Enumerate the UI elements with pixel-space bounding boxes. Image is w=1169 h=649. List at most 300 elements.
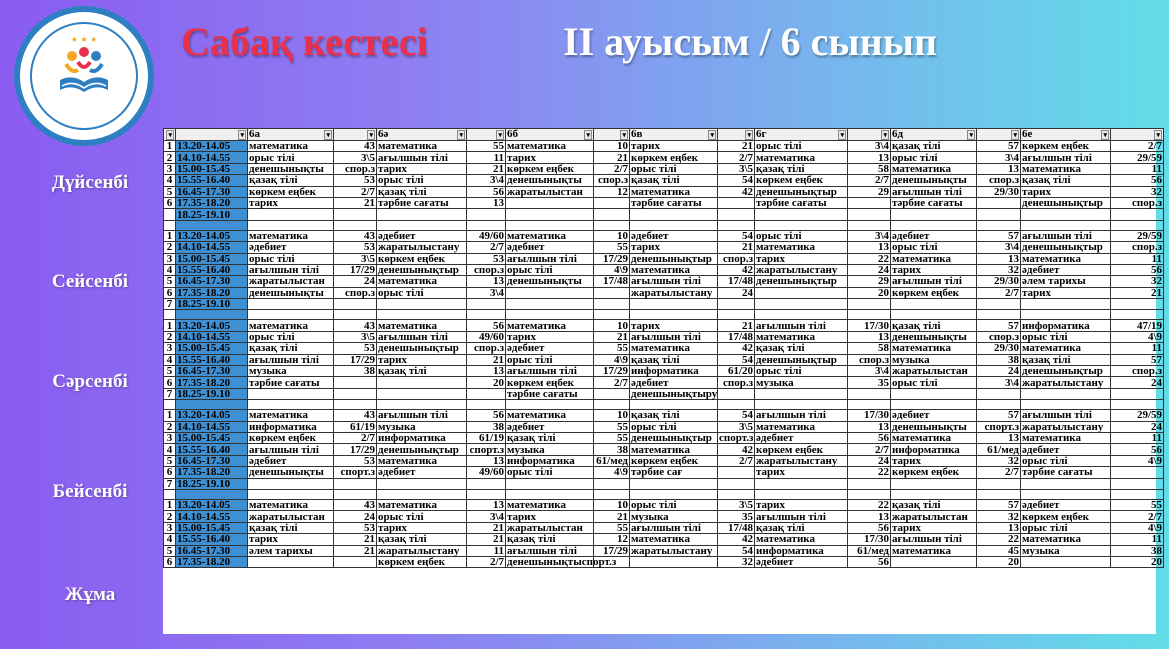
subject-cell[interactable]: орыс тілі [630, 163, 718, 174]
subject-cell[interactable]: математика [755, 331, 848, 342]
room-cell[interactable]: 21 [467, 522, 506, 533]
subject-cell[interactable]: тарих [630, 141, 718, 152]
room-cell[interactable] [467, 489, 506, 499]
room-cell[interactable]: 24 [848, 455, 891, 466]
subject-cell[interactable]: денешынықтыр [377, 264, 467, 275]
subject-cell[interactable] [377, 220, 467, 230]
room-cell[interactable] [594, 310, 630, 320]
room-cell[interactable]: 56 [467, 186, 506, 197]
subject-cell[interactable]: тәрбие сағ [630, 467, 718, 478]
room-cell[interactable]: 54 [718, 354, 755, 365]
room-cell[interactable] [334, 310, 377, 320]
time-cell[interactable]: 15.55-16.40 [176, 444, 248, 455]
subject-cell[interactable]: орыс тілі [248, 253, 334, 264]
subject-cell[interactable]: музыка [248, 366, 334, 377]
time-cell[interactable]: 17.35-18.20 [176, 377, 248, 388]
room-cell[interactable]: 32 [977, 264, 1021, 275]
room-cell[interactable]: 3\5 [334, 152, 377, 163]
subject-cell[interactable]: қазақ тілі [377, 186, 467, 197]
room-cell[interactable] [334, 220, 377, 230]
subject-cell[interactable]: тарих [506, 152, 594, 163]
room-cell[interactable]: 21 [718, 242, 755, 253]
room-cell[interactable]: 3\4 [848, 366, 891, 377]
room-cell[interactable]: 47/19 [1111, 320, 1164, 331]
subject-cell[interactable]: қазақ тілі [1021, 175, 1111, 186]
room-cell[interactable]: 55 [594, 421, 630, 432]
subject-cell[interactable]: ағылшын тілі [248, 444, 334, 455]
room-cell[interactable]: 24 [1111, 377, 1164, 388]
filter-dropdown-icon[interactable]: ▾ [586, 131, 590, 139]
room-cell[interactable]: 55 [594, 343, 630, 354]
subject-cell[interactable]: қазақ тілі [630, 175, 718, 186]
subject-cell[interactable]: тарих [630, 242, 718, 253]
room-cell[interactable]: 20 [1111, 556, 1164, 567]
subject-cell[interactable] [630, 310, 718, 320]
time-cell[interactable]: 16.45-17.30 [176, 455, 248, 466]
room-cell[interactable]: спор.з [467, 264, 506, 275]
lesson-number-cell[interactable]: 3 [164, 163, 176, 174]
time-cell[interactable]: 15.00-15.45 [176, 522, 248, 533]
room-cell[interactable]: 21 [467, 534, 506, 545]
room-cell[interactable] [1111, 299, 1164, 310]
time-cell[interactable]: 17.35-18.20 [176, 467, 248, 478]
subject-cell[interactable]: қазақ тілі [506, 534, 594, 545]
subject-cell[interactable]: информатика [248, 421, 334, 432]
time-cell[interactable]: 15.00-15.45 [176, 163, 248, 174]
subject-cell[interactable] [755, 209, 848, 220]
room-cell[interactable]: 49/60 [467, 331, 506, 342]
lesson-number-cell[interactable]: 2 [164, 331, 176, 342]
subject-cell[interactable]: ағылшын тілі [248, 354, 334, 365]
room-cell[interactable]: спор.з [334, 163, 377, 174]
subject-cell[interactable]: музыка [891, 354, 977, 365]
subject-cell[interactable]: математика [1021, 253, 1111, 264]
room-cell[interactable] [467, 220, 506, 230]
subject-cell[interactable]: математика [630, 264, 718, 275]
subject-cell[interactable]: жаратылыстану [755, 455, 848, 466]
filter-dropdown-icon[interactable]: ▾ [498, 131, 502, 139]
room-cell[interactable] [334, 209, 377, 220]
room-cell[interactable]: 56 [467, 410, 506, 421]
filter-dropdown-icon[interactable]: ▾ [1103, 131, 1107, 139]
room-cell[interactable]: спор.з [977, 331, 1021, 342]
room-cell[interactable]: 13 [848, 152, 891, 163]
subject-cell[interactable]: әдебиет [630, 230, 718, 241]
room-cell[interactable] [977, 310, 1021, 320]
room-cell[interactable]: 17/29 [594, 366, 630, 377]
subject-cell[interactable]: информатика [755, 545, 848, 556]
subject-cell[interactable]: математика [248, 230, 334, 241]
subject-cell[interactable]: жаратылыстану [377, 242, 467, 253]
subject-cell[interactable]: қазақ тілі [891, 320, 977, 331]
subject-cell[interactable]: қазақ тілі [506, 432, 594, 443]
time-cell[interactable]: 13.20-14.05 [176, 320, 248, 331]
subject-cell[interactable]: көркем еңбек [755, 444, 848, 455]
room-cell[interactable]: 57 [977, 499, 1021, 510]
room-cell[interactable] [718, 489, 755, 499]
subject-cell[interactable] [755, 310, 848, 320]
room-cell[interactable]: 42 [718, 186, 755, 197]
subject-cell[interactable] [755, 478, 848, 489]
room-cell[interactable]: 13 [848, 511, 891, 522]
room-cell[interactable]: 3\4 [467, 511, 506, 522]
subject-cell[interactable]: денешынықты [891, 175, 977, 186]
room-cell[interactable] [848, 220, 891, 230]
room-cell[interactable]: 20 [848, 287, 891, 298]
subject-cell[interactable]: ағылшын тілі [755, 320, 848, 331]
subject-cell[interactable]: көркем еңбек [755, 175, 848, 186]
subject-cell[interactable] [506, 209, 594, 220]
time-cell[interactable]: 14.10-14.55 [176, 331, 248, 342]
room-cell[interactable]: 24 [977, 366, 1021, 377]
subject-cell[interactable]: математика [506, 141, 594, 152]
subject-cell[interactable] [1021, 299, 1111, 310]
subject-cell[interactable]: жаратылыстан [248, 511, 334, 522]
subject-cell[interactable]: информатика [377, 432, 467, 443]
time-cell[interactable]: 18.25-19.10 [176, 388, 248, 399]
room-cell[interactable] [1111, 400, 1164, 410]
room-cell[interactable]: 2/7 [977, 287, 1021, 298]
subject-cell[interactable] [1021, 489, 1111, 499]
room-cell[interactable]: 42 [718, 264, 755, 275]
room-cell[interactable]: 32 [977, 511, 1021, 522]
subject-cell[interactable]: әдебиет [891, 410, 977, 421]
subject-cell[interactable]: математика [1021, 534, 1111, 545]
time-cell[interactable]: 13.20-14.05 [176, 410, 248, 421]
room-cell[interactable]: 54 [718, 410, 755, 421]
subject-cell[interactable] [377, 400, 467, 410]
subject-cell[interactable]: ағылшын тілі [377, 331, 467, 342]
room-cell[interactable]: 17/30 [848, 410, 891, 421]
room-cell[interactable]: 4\9 [594, 467, 630, 478]
room-cell[interactable]: 57 [977, 320, 1021, 331]
subject-cell[interactable]: математика [506, 320, 594, 331]
subject-cell[interactable]: денешынықтыр [377, 444, 467, 455]
room-cell[interactable] [718, 220, 755, 230]
subject-cell[interactable]: денешынықтыр [1021, 242, 1111, 253]
filter-dropdown-icon[interactable]: ▾ [969, 131, 973, 139]
column-header[interactable] [718, 129, 755, 141]
room-cell[interactable]: 22 [848, 253, 891, 264]
subject-cell[interactable]: математика [755, 242, 848, 253]
room-cell[interactable]: 11 [1111, 534, 1164, 545]
room-cell[interactable] [848, 489, 891, 499]
subject-cell[interactable]: әдебиет [377, 467, 467, 478]
room-cell[interactable] [848, 209, 891, 220]
room-cell[interactable] [718, 478, 755, 489]
room-cell[interactable] [594, 287, 630, 298]
subject-cell[interactable]: денешынықтыр [1021, 197, 1111, 208]
subject-cell[interactable]: әлем тарихы [1021, 276, 1111, 287]
time-cell[interactable]: 14.10-14.55 [176, 421, 248, 432]
subject-cell[interactable]: математика [248, 320, 334, 331]
lesson-number-cell[interactable] [164, 400, 176, 410]
room-cell[interactable]: 12 [594, 534, 630, 545]
room-cell[interactable]: 22 [848, 499, 891, 510]
subject-cell[interactable]: тарих [755, 467, 848, 478]
room-cell[interactable]: 43 [334, 141, 377, 152]
subject-cell[interactable]: денешынықты [506, 175, 594, 186]
room-cell[interactable] [334, 400, 377, 410]
subject-cell[interactable]: қазақ тілі [248, 522, 334, 533]
subject-cell[interactable] [506, 478, 594, 489]
room-cell[interactable] [977, 209, 1021, 220]
room-cell[interactable]: 10 [594, 410, 630, 421]
subject-cell[interactable]: қазақ тілі [1021, 354, 1111, 365]
subject-cell[interactable]: математика [630, 444, 718, 455]
room-cell[interactable]: 11 [467, 152, 506, 163]
room-cell[interactable] [718, 467, 755, 478]
room-cell[interactable]: 29 [848, 186, 891, 197]
subject-cell[interactable] [755, 220, 848, 230]
room-cell[interactable]: 24 [718, 287, 755, 298]
subject-cell[interactable]: тарих [506, 331, 594, 342]
room-cell[interactable]: 21 [594, 331, 630, 342]
room-cell[interactable]: спор.з [467, 343, 506, 354]
time-cell[interactable]: 16.45-17.30 [176, 276, 248, 287]
subject-cell[interactable] [248, 220, 334, 230]
subject-cell[interactable]: әдебиет [377, 230, 467, 241]
room-cell[interactable]: 35 [718, 511, 755, 522]
subject-cell[interactable] [630, 299, 718, 310]
room-cell[interactable]: спор.з [977, 175, 1021, 186]
column-header[interactable] [506, 129, 594, 141]
subject-cell[interactable]: жаратылыстану [1021, 421, 1111, 432]
room-cell[interactable]: 17/48 [718, 522, 755, 533]
room-cell[interactable]: 38 [594, 444, 630, 455]
lesson-number-cell[interactable]: 4 [164, 175, 176, 186]
lesson-number-cell[interactable]: 1 [164, 410, 176, 421]
lesson-number-cell[interactable]: 6 [164, 467, 176, 478]
subject-cell[interactable]: ағылшын тілі [377, 410, 467, 421]
lesson-number-cell[interactable] [164, 310, 176, 320]
lesson-number-cell[interactable] [164, 489, 176, 499]
subject-cell[interactable]: әдебиет [506, 421, 594, 432]
room-cell[interactable]: 21 [594, 511, 630, 522]
subject-cell[interactable]: орыс тілі [755, 230, 848, 241]
filter-dropdown-icon[interactable]: ▾ [240, 131, 244, 139]
room-cell[interactable]: 10 [594, 320, 630, 331]
filter-dropdown-icon[interactable]: ▾ [622, 131, 626, 139]
room-cell[interactable] [334, 377, 377, 388]
subject-cell[interactable] [506, 489, 594, 499]
room-cell[interactable] [977, 400, 1021, 410]
room-cell[interactable]: 35 [848, 377, 891, 388]
room-cell[interactable]: 11 [467, 545, 506, 556]
subject-cell[interactable]: тарих [891, 522, 977, 533]
room-cell[interactable]: спор.з [1111, 242, 1164, 253]
room-cell[interactable]: 58 [848, 163, 891, 174]
column-header[interactable] [377, 129, 467, 141]
time-cell[interactable] [176, 400, 248, 410]
room-cell[interactable] [718, 197, 755, 208]
subject-cell[interactable]: денешынықтыру [631, 388, 718, 400]
time-cell[interactable]: 17.35-18.20 [176, 287, 248, 298]
subject-cell[interactable]: математика [506, 230, 594, 241]
column-header[interactable] [848, 129, 891, 141]
room-cell[interactable]: 38 [977, 354, 1021, 365]
subject-cell[interactable]: тарих [377, 163, 467, 174]
subject-cell[interactable]: тарих [248, 197, 334, 208]
subject-cell[interactable]: тәрбие сағаты [506, 388, 594, 399]
room-cell[interactable]: 55 [594, 522, 630, 533]
room-cell[interactable]: 2/7 [1111, 141, 1164, 152]
subject-cell[interactable]: денешынықты [248, 287, 334, 298]
room-cell[interactable]: 29/59 [1111, 230, 1164, 241]
room-cell[interactable]: 24 [1111, 421, 1164, 432]
room-cell[interactable]: 29/30 [977, 186, 1021, 197]
subject-cell[interactable]: көркем еңбек [891, 287, 977, 298]
room-cell[interactable]: 61/19 [334, 421, 377, 432]
subject-cell[interactable] [506, 287, 594, 298]
subject-cell[interactable]: денешынықты [891, 331, 977, 342]
subject-cell[interactable]: әдебиет [755, 556, 848, 567]
room-cell[interactable]: 17/29 [334, 354, 377, 365]
subject-cell[interactable]: көркем еңбек [506, 377, 594, 388]
subject-cell[interactable]: тәрбие сағаты [755, 197, 848, 208]
subject-cell[interactable] [248, 310, 334, 320]
room-cell[interactable]: 45 [977, 545, 1021, 556]
subject-cell[interactable]: тарих [377, 354, 467, 365]
subject-cell[interactable]: әдебиет [755, 432, 848, 443]
room-cell[interactable]: 11 [1111, 343, 1164, 354]
room-cell[interactable]: 2/7 [848, 175, 891, 186]
room-cell[interactable]: 3\4 [977, 152, 1021, 163]
subject-cell[interactable]: қазақ тілі [755, 163, 848, 174]
subject-cell[interactable]: ағылшын тілі [891, 276, 977, 287]
subject-cell[interactable]: қазақ тілі [755, 522, 848, 533]
room-cell[interactable]: 57 [977, 230, 1021, 241]
room-cell[interactable]: 53 [334, 455, 377, 466]
room-cell[interactable] [594, 220, 630, 230]
room-cell[interactable]: 56 [848, 556, 891, 567]
subject-cell[interactable]: жаратылыстан [891, 511, 977, 522]
room-cell[interactable]: 12 [594, 186, 630, 197]
time-cell[interactable]: 13.20-14.05 [176, 499, 248, 510]
subject-cell[interactable]: орыс тілі [506, 467, 594, 478]
lesson-number-cell[interactable]: 6 [164, 556, 176, 567]
subject-cell[interactable] [506, 220, 594, 230]
room-cell[interactable]: 21 [718, 320, 755, 331]
room-cell[interactable]: 43 [334, 320, 377, 331]
time-cell[interactable] [176, 489, 248, 499]
subject-cell[interactable]: орыс тілі [1021, 522, 1111, 533]
subject-cell[interactable]: орыс тілі [755, 141, 848, 152]
time-cell[interactable]: 18.25-19.10 [176, 478, 248, 489]
room-cell[interactable] [334, 556, 377, 567]
room-cell[interactable]: 53 [334, 242, 377, 253]
room-cell[interactable] [334, 388, 377, 399]
subject-cell[interactable] [891, 310, 977, 320]
subject-cell[interactable]: тарих [1021, 186, 1111, 197]
time-cell[interactable]: 16.45-17.30 [176, 366, 248, 377]
lesson-number-cell[interactable]: 3 [164, 253, 176, 264]
subject-cell[interactable] [630, 478, 718, 489]
room-cell[interactable]: 61/мед [594, 455, 630, 466]
room-cell[interactable]: 2/7 [467, 556, 506, 567]
room-cell[interactable]: 17/29 [334, 444, 377, 455]
room-cell[interactable] [1111, 478, 1164, 489]
subject-cell[interactable]: жаратылыстан [506, 186, 594, 197]
room-cell[interactable]: 3\4 [848, 230, 891, 241]
subject-cell[interactable]: музыка [506, 444, 594, 455]
lesson-number-cell[interactable]: 6 [164, 287, 176, 298]
subject-cell[interactable]: ағылшын тілі [891, 186, 977, 197]
subject-cell[interactable]: денешынықтыр [630, 253, 718, 264]
room-cell[interactable]: 2/7 [718, 455, 755, 466]
room-cell[interactable] [594, 197, 630, 208]
subject-cell[interactable]: әдебиет [630, 377, 718, 388]
subject-cell[interactable]: қазақ тілі [755, 343, 848, 354]
subject-cell[interactable]: математика [755, 534, 848, 545]
room-cell[interactable]: 38 [1111, 545, 1164, 556]
subject-cell[interactable]: ағылшын тілі [630, 276, 718, 287]
room-cell[interactable]: 53 [334, 343, 377, 354]
subject-cell[interactable]: денешынықты [506, 276, 594, 287]
subject-cell[interactable] [377, 388, 467, 399]
subject-cell[interactable] [377, 377, 467, 388]
subject-cell[interactable]: информатика [891, 444, 977, 455]
room-cell[interactable] [334, 299, 377, 310]
subject-cell[interactable]: математика [755, 152, 848, 163]
room-cell[interactable]: 3\5 [718, 163, 755, 174]
subject-cell[interactable]: математика [1021, 343, 1111, 354]
room-cell[interactable]: 3\4 [467, 287, 506, 298]
room-cell[interactable]: 29/30 [977, 276, 1021, 287]
room-cell[interactable]: 53 [467, 253, 506, 264]
room-cell[interactable]: спор.з [718, 377, 755, 388]
subject-cell[interactable]: тарих [755, 253, 848, 264]
subject-cell[interactable]: математика [630, 343, 718, 354]
subject-cell[interactable]: орыс тілі [1021, 331, 1111, 342]
room-cell[interactable]: 13 [848, 421, 891, 432]
lesson-number-cell[interactable]: 6 [164, 197, 176, 208]
subject-cell[interactable]: орыс тілі [377, 511, 467, 522]
time-cell[interactable]: 15.00-15.45 [176, 343, 248, 354]
room-cell[interactable]: 11 [1111, 163, 1164, 174]
time-cell[interactable]: 15.00-15.45 [176, 253, 248, 264]
subject-cell[interactable]: денешынықтыр [755, 186, 848, 197]
subject-cell[interactable] [506, 400, 594, 410]
room-cell[interactable]: 21 [334, 545, 377, 556]
time-cell[interactable]: 14.10-14.55 [176, 511, 248, 522]
subject-cell[interactable]: математика [377, 276, 467, 287]
room-cell[interactable]: 61/мед [848, 545, 891, 556]
room-cell[interactable]: 58 [848, 343, 891, 354]
room-cell[interactable]: 61/19 [467, 432, 506, 443]
room-cell[interactable]: 4\9 [594, 264, 630, 275]
room-cell[interactable]: 55 [1111, 499, 1164, 510]
room-cell[interactable]: 53 [334, 522, 377, 533]
room-cell[interactable]: 4\9 [1111, 522, 1164, 533]
room-cell[interactable]: 29/59 [1111, 152, 1164, 163]
room-cell[interactable]: 57 [977, 141, 1021, 152]
subject-cell[interactable]: математика [630, 186, 718, 197]
room-cell[interactable] [848, 197, 891, 208]
room-cell[interactable]: 2/7 [334, 186, 377, 197]
subject-cell[interactable]: математика [891, 432, 977, 443]
subject-cell[interactable]: тәрбие сағаты [248, 377, 334, 388]
room-cell[interactable]: 56 [1111, 444, 1164, 455]
subject-cell[interactable]: қазақ тілі [377, 534, 467, 545]
subject-cell[interactable]: көркем еңбек [1021, 511, 1111, 522]
room-cell[interactable]: 11 [1111, 432, 1164, 443]
subject-cell[interactable]: математика [377, 320, 467, 331]
subject-cell[interactable] [377, 489, 467, 499]
room-cell[interactable]: 13 [467, 499, 506, 510]
lesson-number-cell[interactable]: 2 [164, 511, 176, 522]
room-cell[interactable]: 13 [467, 366, 506, 377]
